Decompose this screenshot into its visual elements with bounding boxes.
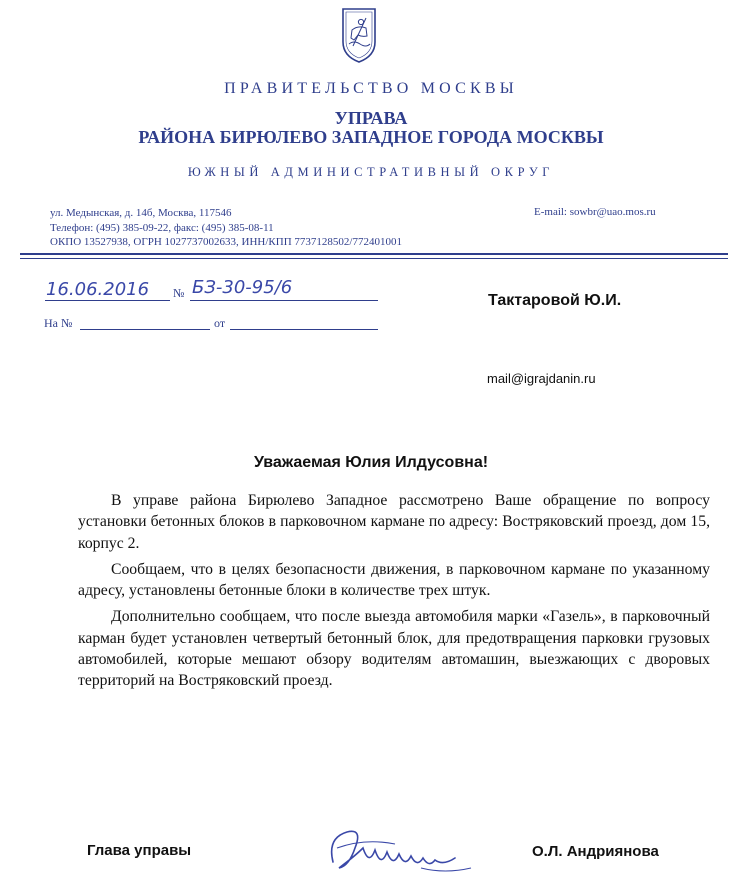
- contact-block: [50, 206, 402, 250]
- header-divider-thin: [20, 258, 728, 259]
- moscow-coat-of-arms-icon: [340, 6, 378, 64]
- number-sign: №: [173, 286, 185, 300]
- number-field-line: [190, 300, 378, 301]
- from-field-line: [230, 329, 378, 330]
- header-divider: [20, 253, 728, 255]
- letter-body: [78, 490, 710, 697]
- letterhead-email: E-mail: sowbr@uao.mos.ru: [534, 206, 656, 218]
- from-label: от: [214, 316, 226, 330]
- paragraph-3: Дополнительно сообщаем, что после выезда автомобиля марки «Газель», в парковочный карман будет установлен четвертый бетонный блок, для предотвращения парковки грузовых автомобилей, которые мешают обзору водителям автомашин, выезжающих с дворовых территорий на Востряковский проезд.: [78, 608, 710, 690]
- district-title: РАЙОНА БИРЮЛЕВО ЗАПАДНОЕ ГОРОДА МОСКВЫ: [138, 127, 604, 147]
- uprava-title: УПРАВА: [334, 108, 408, 128]
- reference-field-line: [80, 329, 210, 330]
- paragraph-1: В управе района Бирюлево Западное рассмотрено Ваше обращение по вопросу установки бетонных блоков в парковочном кармане по адресу: Востряковский проезд, дом 15, корпус 2.: [78, 492, 710, 552]
- addressee-name: Тактаровой Ю.И.: [488, 292, 622, 309]
- date-field-line: [45, 300, 170, 301]
- phone-line: Телефон: (495) 385-09-22, факс: (495) 385-08-11: [50, 221, 274, 234]
- codes-line: ОКПО 13527938, ОГРН 1027737002633, ИНН/КПП 7737128502/772401001: [50, 236, 402, 248]
- number-value: БЗ-30-95/6: [192, 277, 293, 298]
- paragraph-2: Сообщаем, что в целях безопасности движения, в парковочном кармане по указанному адресу, установлены бетонные блоки в количестве трех штук.: [78, 560, 710, 600]
- addressee-email: mail@igrajdanin.ru: [487, 371, 596, 386]
- okrug-title: ЮЖНЫЙ АДМИНИСТРАТИВНЫЙ ОКРУГ: [187, 165, 555, 179]
- signer-name: О.Л. Андриянова: [532, 843, 659, 860]
- signer-title: Глава управы: [87, 842, 192, 859]
- address-line: ул. Медынская, д. 14б, Москва, 117546: [50, 207, 232, 219]
- reference-label: На №: [44, 316, 73, 330]
- date-value: 16.06.2016: [46, 279, 150, 300]
- handwritten-signature-icon: [325, 818, 475, 880]
- salutation: Уважаемая Юлия Илдусовна!: [253, 454, 489, 471]
- government-title: ПРАВИТЕЛЬСТВО МОСКВЫ: [224, 80, 518, 97]
